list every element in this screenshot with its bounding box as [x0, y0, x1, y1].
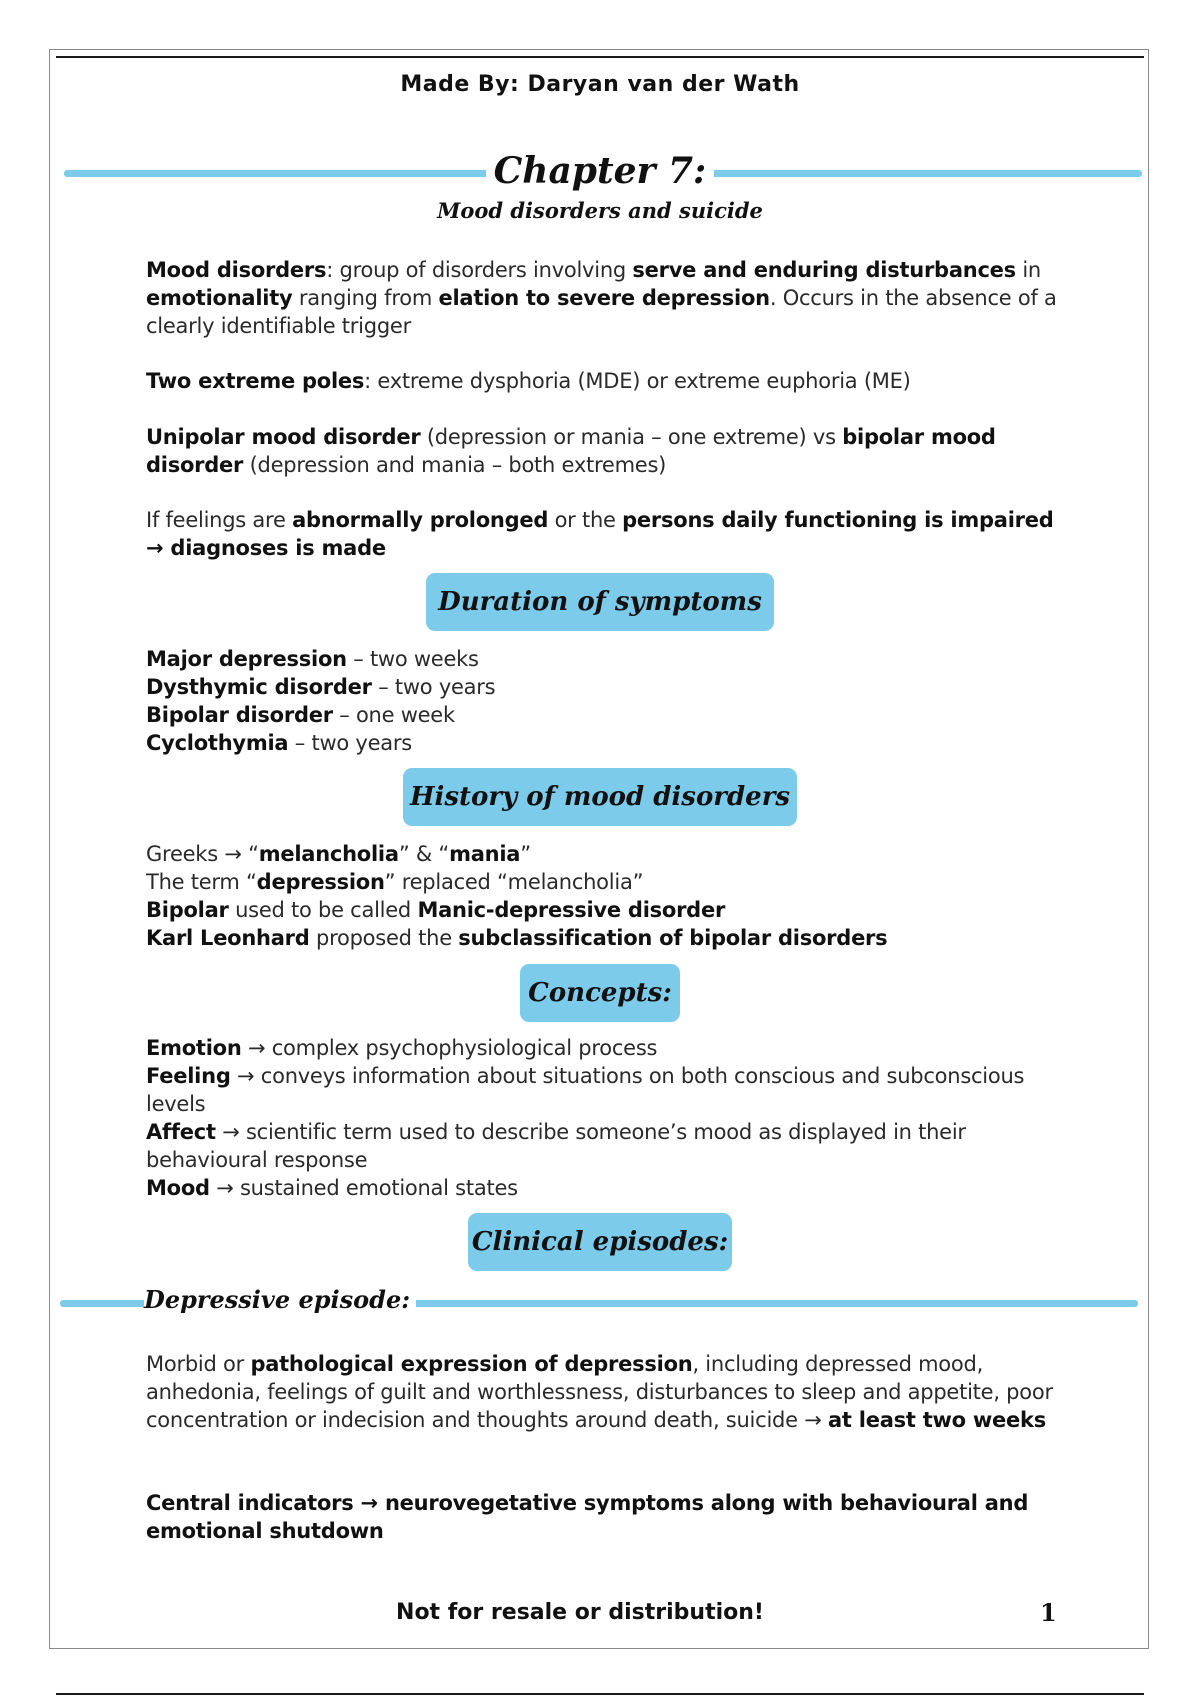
list-item: Mood → sustained emotional states: [146, 1176, 518, 1200]
duration-list: [146, 645, 1062, 757]
diagnosis-criteria: If feelings are abnormally prolonged or the persons daily functioning is impaired → diagnoses is made: [146, 508, 1054, 560]
list-item: Bipolar disorder – one week: [146, 703, 455, 727]
list-item: Emotion → complex psychophysiological process: [146, 1036, 658, 1060]
list-item: Bipolar used to be called Manic-depressive disorder: [146, 898, 726, 922]
chapter-title: Chapter 7:: [0, 150, 1200, 192]
clinical-episodes-heading: Clinical episodes:: [468, 1213, 732, 1271]
mood-disorders-definition: Mood disorders: group of disorders involving serve and enduring disturbances in emotionality ranging from elation to severe depression. Occurs in the absence of a clearly identifiable trigger: [146, 258, 1057, 338]
list-item: Karl Leonhard proposed the subclassification of bipolar disorders: [146, 926, 888, 950]
list-item: Feeling → conveys information about situations on both conscious and subconscious levels: [146, 1064, 1025, 1116]
list-item: The term “depression” replaced “melancholia”: [146, 870, 644, 894]
chapter-subtitle: Mood disorders and suicide: [437, 198, 763, 223]
list-item: Greeks → “melancholia” & “mania”: [146, 842, 531, 866]
author-credit: Made By: Daryan van der Wath: [400, 72, 800, 97]
bottom-rule: [56, 1693, 1144, 1695]
list-item: Dysthymic disorder – two years: [146, 675, 496, 699]
unipolar-vs-bipolar: Unipolar mood disorder (depression or mania – one extreme) vs bipolar mood disorder (depression and mania – both extremes): [146, 425, 996, 477]
central-indicators: Central indicators → neurovegetative symptoms along with behavioural and emotional shutdown: [146, 1491, 1029, 1543]
list-item: Affect → scientific term used to describe someone’s mood as displayed in their behavioural response: [146, 1120, 966, 1172]
history-heading: History of mood disorders: [403, 768, 797, 826]
concepts-heading: Concepts:: [520, 964, 680, 1022]
page-number: 1: [1040, 1598, 1057, 1627]
extreme-poles: Two extreme poles: extreme dysphoria (MDE) or extreme euphoria (ME): [146, 369, 911, 393]
depressive-episode-description: Morbid or pathological expression of depression, including depressed mood, anhedonia, feelings of guilt and worthlessness, disturbances to sleep and appetite, poor concentration or indecision and thoughts around death, suicide → at least two weeks: [146, 1352, 1053, 1432]
list-item: Cyclothymia – two years: [146, 731, 412, 755]
list-item: Major depression – two weeks: [146, 647, 479, 671]
history-list: [146, 840, 1062, 952]
footer-note: Not for resale or distribution!: [396, 1600, 764, 1625]
depressive-episode-heading: Depressive episode:: [144, 1285, 416, 1314]
concepts-list: [146, 1034, 1062, 1202]
duration-heading: Duration of symptoms: [426, 573, 774, 631]
top-rule: [56, 56, 1144, 58]
